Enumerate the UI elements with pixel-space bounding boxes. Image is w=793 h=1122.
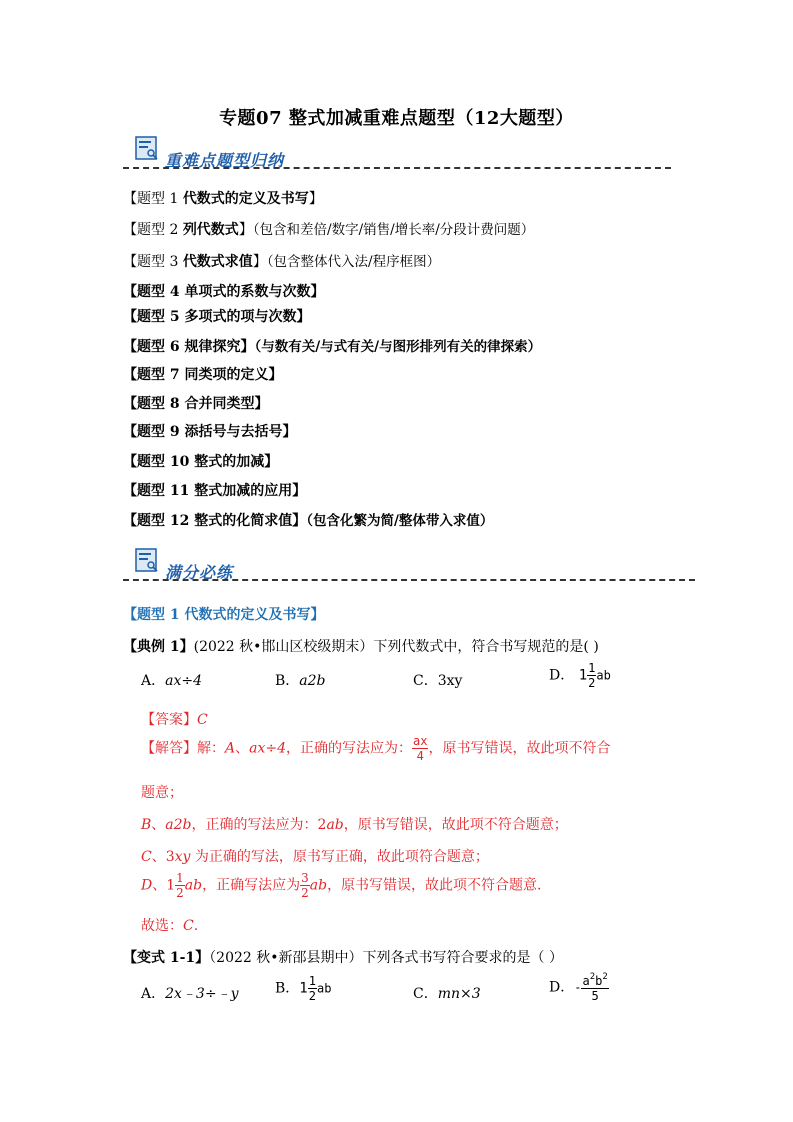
option-a: A．ax÷4: [141, 673, 203, 689]
option-c: C．3xy: [413, 673, 463, 689]
solution-line-1: 【解答】解：A、ax÷4，正确的写法应为： $\frac{ax}{4}$ ，原书写错误，故此项不符合: [141, 734, 611, 763]
section-heading-practice: 满分必练: [165, 563, 234, 582]
toc-item: 【题型 2 列代数式】（包含和差倍/数字/销售/增长率/分段计费问题）: [123, 222, 535, 238]
answer-line: [141, 709, 208, 729]
toc-item: 【题型 9 添括号与去括号】: [123, 424, 297, 440]
toc-item: 【题型 1 代数式的定义及书写】: [123, 191, 323, 207]
variant1-question: [123, 947, 563, 967]
solution-label: 【解答】: [141, 740, 197, 757]
document-icon: [135, 136, 159, 160]
section-heading-summary: 重难点题型归纳: [165, 151, 285, 170]
variant-option-c: C．mn×3: [413, 986, 481, 1002]
answer-label: 【答案】: [141, 712, 197, 728]
solution-line-4: C、3xy 为正确的写法，原书写正确，故此项符合题意；: [141, 849, 489, 865]
fraction: $\frac{3}{2}$: [301, 871, 309, 900]
fraction: $\frac{ax}{4}$: [413, 734, 428, 763]
toc-item: 【题型 10 整式的加减】: [123, 454, 279, 470]
toc-item: 【题型 6 规律探究】（与数有关/与式有关/与图形排列有关的律探索）: [123, 339, 542, 355]
solution-line-5: D、1 $\frac{1}{2}$ ab，正确写法应为 $\frac{3}{2}$ ab，原书写错误，故此项不符合题意.: [141, 871, 542, 900]
option-d: D． 1 $\frac{1}{2}$ ab: [549, 661, 611, 690]
fraction: $\frac{1}{2}$: [308, 974, 316, 1003]
option-b: B．a2b: [275, 673, 326, 689]
example-label: 【典例 1】: [123, 639, 194, 655]
variant-option-a: A．2x﹣3÷﹣y: [141, 986, 239, 1002]
toc-item: 【题型 7 同类项的定义】: [123, 367, 283, 383]
fraction: $\frac{1}{2}$: [176, 871, 184, 900]
variant-option-d: D．- $\frac{a^2b^2}{5}$: [549, 972, 608, 1003]
section-divider: [123, 579, 695, 581]
toc-item: 【题型 3 代数式求值】（包含整体代入法/程序框图）: [123, 254, 441, 270]
answer-value: C: [197, 712, 208, 728]
solution-line-3: B、a2b，正确的写法应为：2ab，原书写错误，故此项不符合题意；: [141, 817, 568, 833]
solution-line-2: 题意；: [141, 785, 183, 801]
document-icon: [135, 548, 159, 572]
fraction: $\frac{a^2b^2}{5}$: [582, 972, 608, 1003]
example-stem: (2022 秋•邯山区校级期末）下列代数式中，符合书写规范的是( ): [193, 639, 599, 655]
example1-question: [123, 636, 599, 656]
toc-item: 【题型 11 整式加减的应用】: [123, 483, 307, 499]
variant-label: 【变式 1-1】: [123, 950, 210, 966]
toc-item: 【题型 12 整式的化简求值】（包含化繁为简/整体带入求值）: [123, 513, 494, 529]
variant-stem: （2022 秋•新邵县期中）下列各式书写符合要求的是（ ）: [209, 950, 563, 966]
solution-line-6: 故选：C.: [141, 918, 199, 934]
toc-item: 【题型 8 合并同类型】: [123, 396, 269, 412]
toc-item: 【题型 5 多项式的项与次数】: [123, 309, 311, 325]
toc-item: 【题型 4 单项式的系数与次数】: [123, 284, 325, 300]
page-title: 专题07 整式加减重难点题型（12大题型）: [219, 108, 574, 129]
type1-heading: 【题型 1 代数式的定义及书写】: [123, 607, 325, 623]
section-divider: [123, 167, 671, 169]
variant-option-b: B．1 $\frac{1}{2}$ ab: [275, 974, 332, 1003]
fraction: $\frac{1}{2}$: [588, 661, 596, 690]
